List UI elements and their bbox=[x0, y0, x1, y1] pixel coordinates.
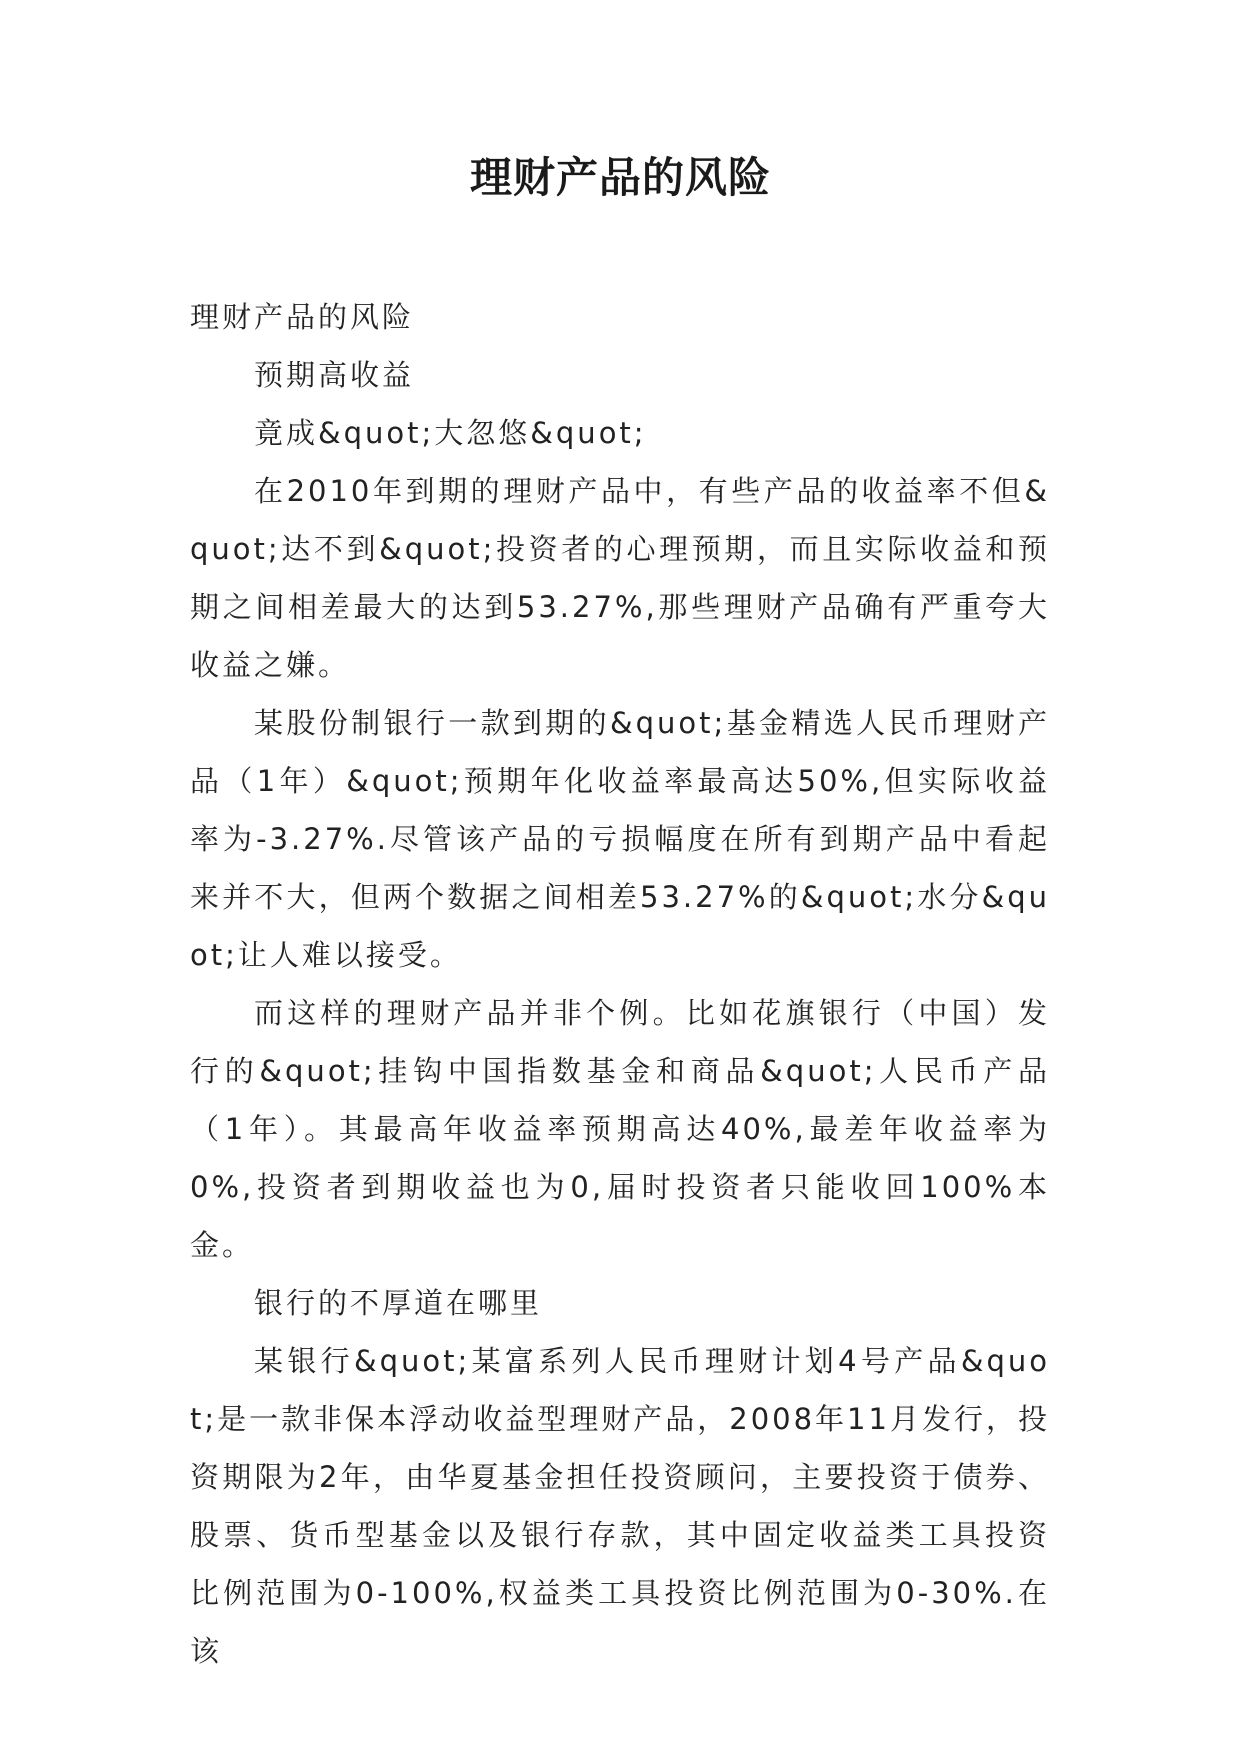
paragraph-heading: 理财产品的风险 bbox=[190, 300, 415, 334]
paragraph-body-1: 在2010年到期的理财产品中，有些产品的收益率不但&quot;达不到&quot;投资者的心理预期，而且实际收益和预期之间相差最大的达到53.27%,那些理财产品确有严重夸大收益之嫌。 bbox=[190, 474, 1050, 682]
paragraph-subheading-1: 预期高收益 bbox=[254, 358, 415, 392]
paragraph-subheading-2: 竟成&quot;大忽悠&quot; bbox=[254, 416, 647, 450]
paragraph-subheading-3: 银行的不厚道在哪里 bbox=[254, 1286, 543, 1320]
document-body bbox=[190, 288, 1050, 1680]
paragraph-body-4: 某银行&quot;某富系列人民币理财计划4号产品&quot;是一款非保本浮动收益型理财产品，2008年11月发行，投资期限为2年，由华夏基金担任投资顾问，主要投资于债券、股票、货币型基金以及银行存款，其中固定收益类工具投资比例范围为0-100%,权益类工具投资比例范围为0-30%.在该 bbox=[190, 1344, 1050, 1668]
paragraph-body-2: 某股份制银行一款到期的&quot;基金精选人民币理财产品（1年）&quot;预期年化收益率最高达50%,但实际收益率为-3.27%.尽管该产品的亏损幅度在所有到期产品中看起来并不大，但两个数据之间相差53.27%的&quot;水分&quot;让人难以接受。 bbox=[190, 706, 1050, 972]
document-title: 理财产品的风险 bbox=[469, 153, 771, 202]
paragraph-body-3: 而这样的理财产品并非个例。比如花旗银行（中国）发行的&quot;挂钩中国指数基金和商品&quot;人民币产品（1年）。其最高年收益率预期高达40%,最差年收益率为0%,投资者到期收益也为0,届时投资者只能收回100%本金。 bbox=[190, 996, 1050, 1262]
